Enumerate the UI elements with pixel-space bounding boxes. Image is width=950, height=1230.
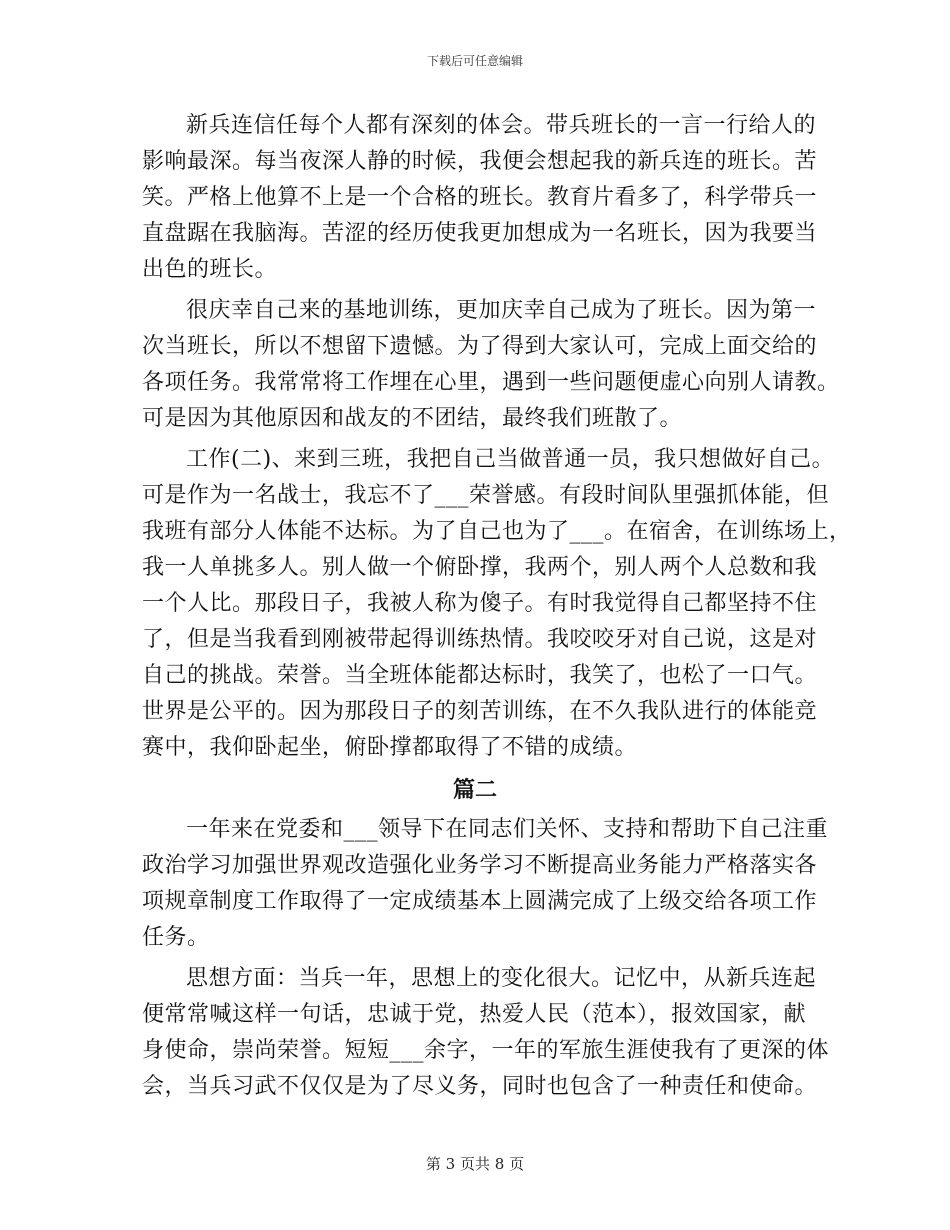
text-line: 世界是公平的。因为那段日子的刻苦训练，在不久我队进行的体能竞 bbox=[142, 699, 818, 724]
text-line: 自己的挑战。荣誉。当全班体能都达标时，我笑了，也松了一口气。 bbox=[142, 663, 818, 688]
text-line: 政治学习加强世界观改造强化业务学习不断提高业务能力严格落实各 bbox=[142, 853, 818, 878]
text-line: 很庆幸自己来的基地训练，更加庆幸自己成为了班长。因为第一 bbox=[186, 298, 817, 323]
text-line: 思想方面：当兵一年，思想上的变化很大。记忆中，从新兵连起 bbox=[186, 966, 817, 991]
text-line: 我一人单挑多人。别人做一个俯卧撑，我两个，别人两个人总数和我 bbox=[142, 555, 818, 580]
text-line: 次当班长，所以不想留下遗憾。为了得到大家认可，完成上面交给的 bbox=[142, 334, 818, 359]
text-line: 任务。 bbox=[142, 925, 210, 950]
text-line: 可是作为一名战士，我忘不了___荣誉感。有段时间队里强抓体能，但 bbox=[142, 483, 830, 508]
text-line: 便常常喊这样一句话，忠诚于党，热爱人民（范本），报效国家，献 bbox=[142, 1002, 807, 1027]
text-line: 一年来在党委和___领导下在同志们关怀、支持和帮助下自己注重 bbox=[186, 817, 829, 842]
text-line: 项规章制度工作取得了一定成绩基本上圆满完成了上级交给各项工作 bbox=[142, 889, 818, 914]
text-line: 我班有部分人体能不达标。为了自己也为了___。在宿舍，在训练场上， bbox=[142, 519, 852, 544]
text-line: 会，当兵习武不仅仅是为了尽义务，同时也包含了一种责任和使命。 bbox=[142, 1074, 818, 1099]
text-line: 一个人比。那段日子，我被人称为傻子。有时我觉得自己都坚持不住 bbox=[142, 591, 818, 616]
text-line: 影响最深。每当夜深人静的时候，我便会想起我的新兵连的班长。苦 bbox=[142, 149, 818, 174]
page-footer: 第 3 页共 8 页 bbox=[425, 1155, 525, 1173]
text-line: 笑。严格上他算不上是一个合格的班长。教育片看多了，科学带兵一 bbox=[142, 185, 818, 210]
text-line: 赛中，我仰卧起坐，俯卧撑都取得了不错的成绩。 bbox=[142, 735, 638, 760]
text-line: 各项任务。我常常将工作埋在心里，遇到一些问题便虚心向别人请教。 bbox=[142, 370, 840, 395]
text-line: 新兵连信任每个人都有深刻的体会。带兵班长的一言一行给人的 bbox=[186, 113, 817, 138]
section-title: 篇二 bbox=[452, 777, 497, 803]
text-line: 可是因为其他原因和战友的不团结，最终我们班散了。 bbox=[142, 406, 683, 431]
page-header: 下载后可任意编辑 bbox=[426, 54, 523, 68]
text-line: 出色的班长。 bbox=[142, 257, 278, 282]
text-line: 直盘踞在我脑海。苦涩的经历使我更加想成为一名班长，因为我要当 bbox=[142, 221, 818, 246]
text-line: 了，但是当我看到刚被带起得训练热情。我咬咬牙对自己说，这是对 bbox=[142, 627, 818, 652]
text-line: 身使命，崇尚荣誉。短短___余字，一年的军旅生涯使我有了更深的体 bbox=[142, 1038, 830, 1063]
text-line: 工作(二)、来到三班，我把自己当做普通一员，我只想做好自己。 bbox=[186, 447, 835, 472]
